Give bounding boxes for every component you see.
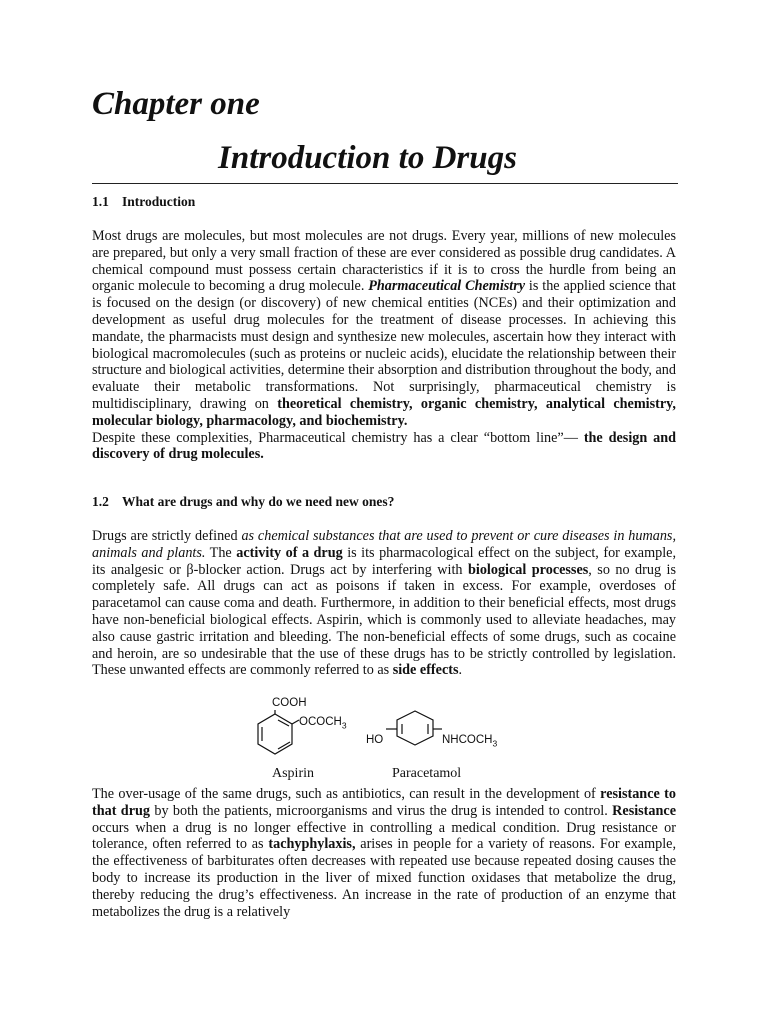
ester-text: OCOCH <box>299 716 342 728</box>
subscript: 3 <box>492 738 498 749</box>
text-run: by both the patients, microorganisms and virus the drug is intended to control. <box>149 802 613 819</box>
emphasis-term: Pharmaceutical Chemistry <box>368 278 526 295</box>
chapter-heading: Chapter one <box>92 86 260 122</box>
emphasis-tachyphylaxis: tachyphylaxis, <box>268 836 356 853</box>
text-run: The <box>205 544 237 561</box>
paracetamol-ho-label: HO <box>366 734 384 746</box>
text-run: Most drugs are molecules, but most molecules are not drugs. Every year, millions of new molecules are prepared, but only a very small fraction of these are ever considered as possible drug candidates. A chemical compound must possess certain characteristics if it is to cross the hurdle from being an organic molecule to becoming a drug molecule. <box>92 228 676 295</box>
emphasis-disciplines: theoretical chemistry, organic chemistry, analytical chemistry, molecular biology, pharmacology, and biochemistry. <box>92 395 676 429</box>
text-run: arises in people for a variety of reasons. For example, the effectiveness of barbiturates often decreases with repeated use because repeated dosing causes the body to increase its production in the liver of mixed function oxidases that metabolize the drug, thereby reducing the drug’s effectiveness. An increase in the rate of production of an enzyme that metabolizes the drug is a relatively <box>92 836 676 920</box>
text-run: is the applied science that is focused on the design (or discovery) of new chemical entities (NCEs) and their optimization and development as useful drug molecules for the treatment of disease processes. In achieving this mandate, the pharmacists must design and synthesize new molecules, ascertain how they interact with biological macromolecules (such as proteins or nucleic acids), elucidate the relationship between their structure and biological activities, determine their absorption and distribution throughout the body, and evaluate their metabolic transformations. Not surprisingly, pharmaceutical chemistry is multidisciplinary, drawing on <box>92 278 676 412</box>
section-title: Introduction <box>122 194 196 209</box>
subscript: 3 <box>341 720 347 731</box>
paracetamol-amide-label <box>442 734 497 748</box>
paracetamol-caption: Paracetamol <box>392 766 462 781</box>
emphasis-resistance-drug: resistance to that drug <box>92 786 676 819</box>
text-run: . <box>458 662 463 679</box>
emphasis-bottom-line: the design and discovery of drug molecules. <box>92 429 677 463</box>
text-run: Drugs are strictly defined <box>92 528 242 544</box>
aspirin-cooh-label: COOH <box>272 697 307 709</box>
section-title: What are drugs and why do we need new ones? <box>122 494 395 509</box>
emphasis-processes: biological processes <box>467 561 589 578</box>
emphasis-resistance: Resistance <box>612 802 676 819</box>
aspirin-caption: Aspirin <box>272 766 314 781</box>
amide-text: NHCOCH <box>442 734 493 746</box>
chapter-title: Introduction to Drugs <box>218 140 517 176</box>
text-run: The over-usage of the same drugs, such as antibiotics, can result in the development of <box>92 786 601 802</box>
paracetamol-ring <box>386 711 442 745</box>
emphasis-activity: activity of a drug <box>236 544 343 561</box>
emphasis-side-effects: side effects <box>392 662 459 679</box>
section-number: 1.2 <box>92 494 109 509</box>
text-run: is its pharmacological effect on the subject, for example, its analgesic or β-blocker action. Drugs act by interfering with <box>92 544 676 578</box>
text-run: Despite these complexities, Pharmaceutical chemistry has a clear “bottom line”— <box>92 429 584 446</box>
text-run: , so no drug is completely safe. All drugs can act as poisons if taken in excess. For example, overdoses of paracetamol can cause coma and death. Furthermore, in addition to their beneficial effects, most drugs have non-beneficial biological effects. Aspirin, which is commonly used to alleviate headaches, may also cause gastric irritation and bleeding. The non-beneficial effects of some drugs, such as cocaine and heroin, are so undesirable that the use of these drugs has to be strictly controlled by legislation. These unwanted effects are commonly referred to as <box>92 561 677 679</box>
definition-italic: as chemical substances that are used to prevent or cure diseases in humans, animals and plants. <box>92 528 676 561</box>
section-number: 1.1 <box>92 194 109 209</box>
resistance-paragraph <box>92 786 676 920</box>
text-run: occurs when a drug is no longer effective in controlling a medical condition. Drug resistance or tolerance, often referred to as <box>92 819 676 853</box>
